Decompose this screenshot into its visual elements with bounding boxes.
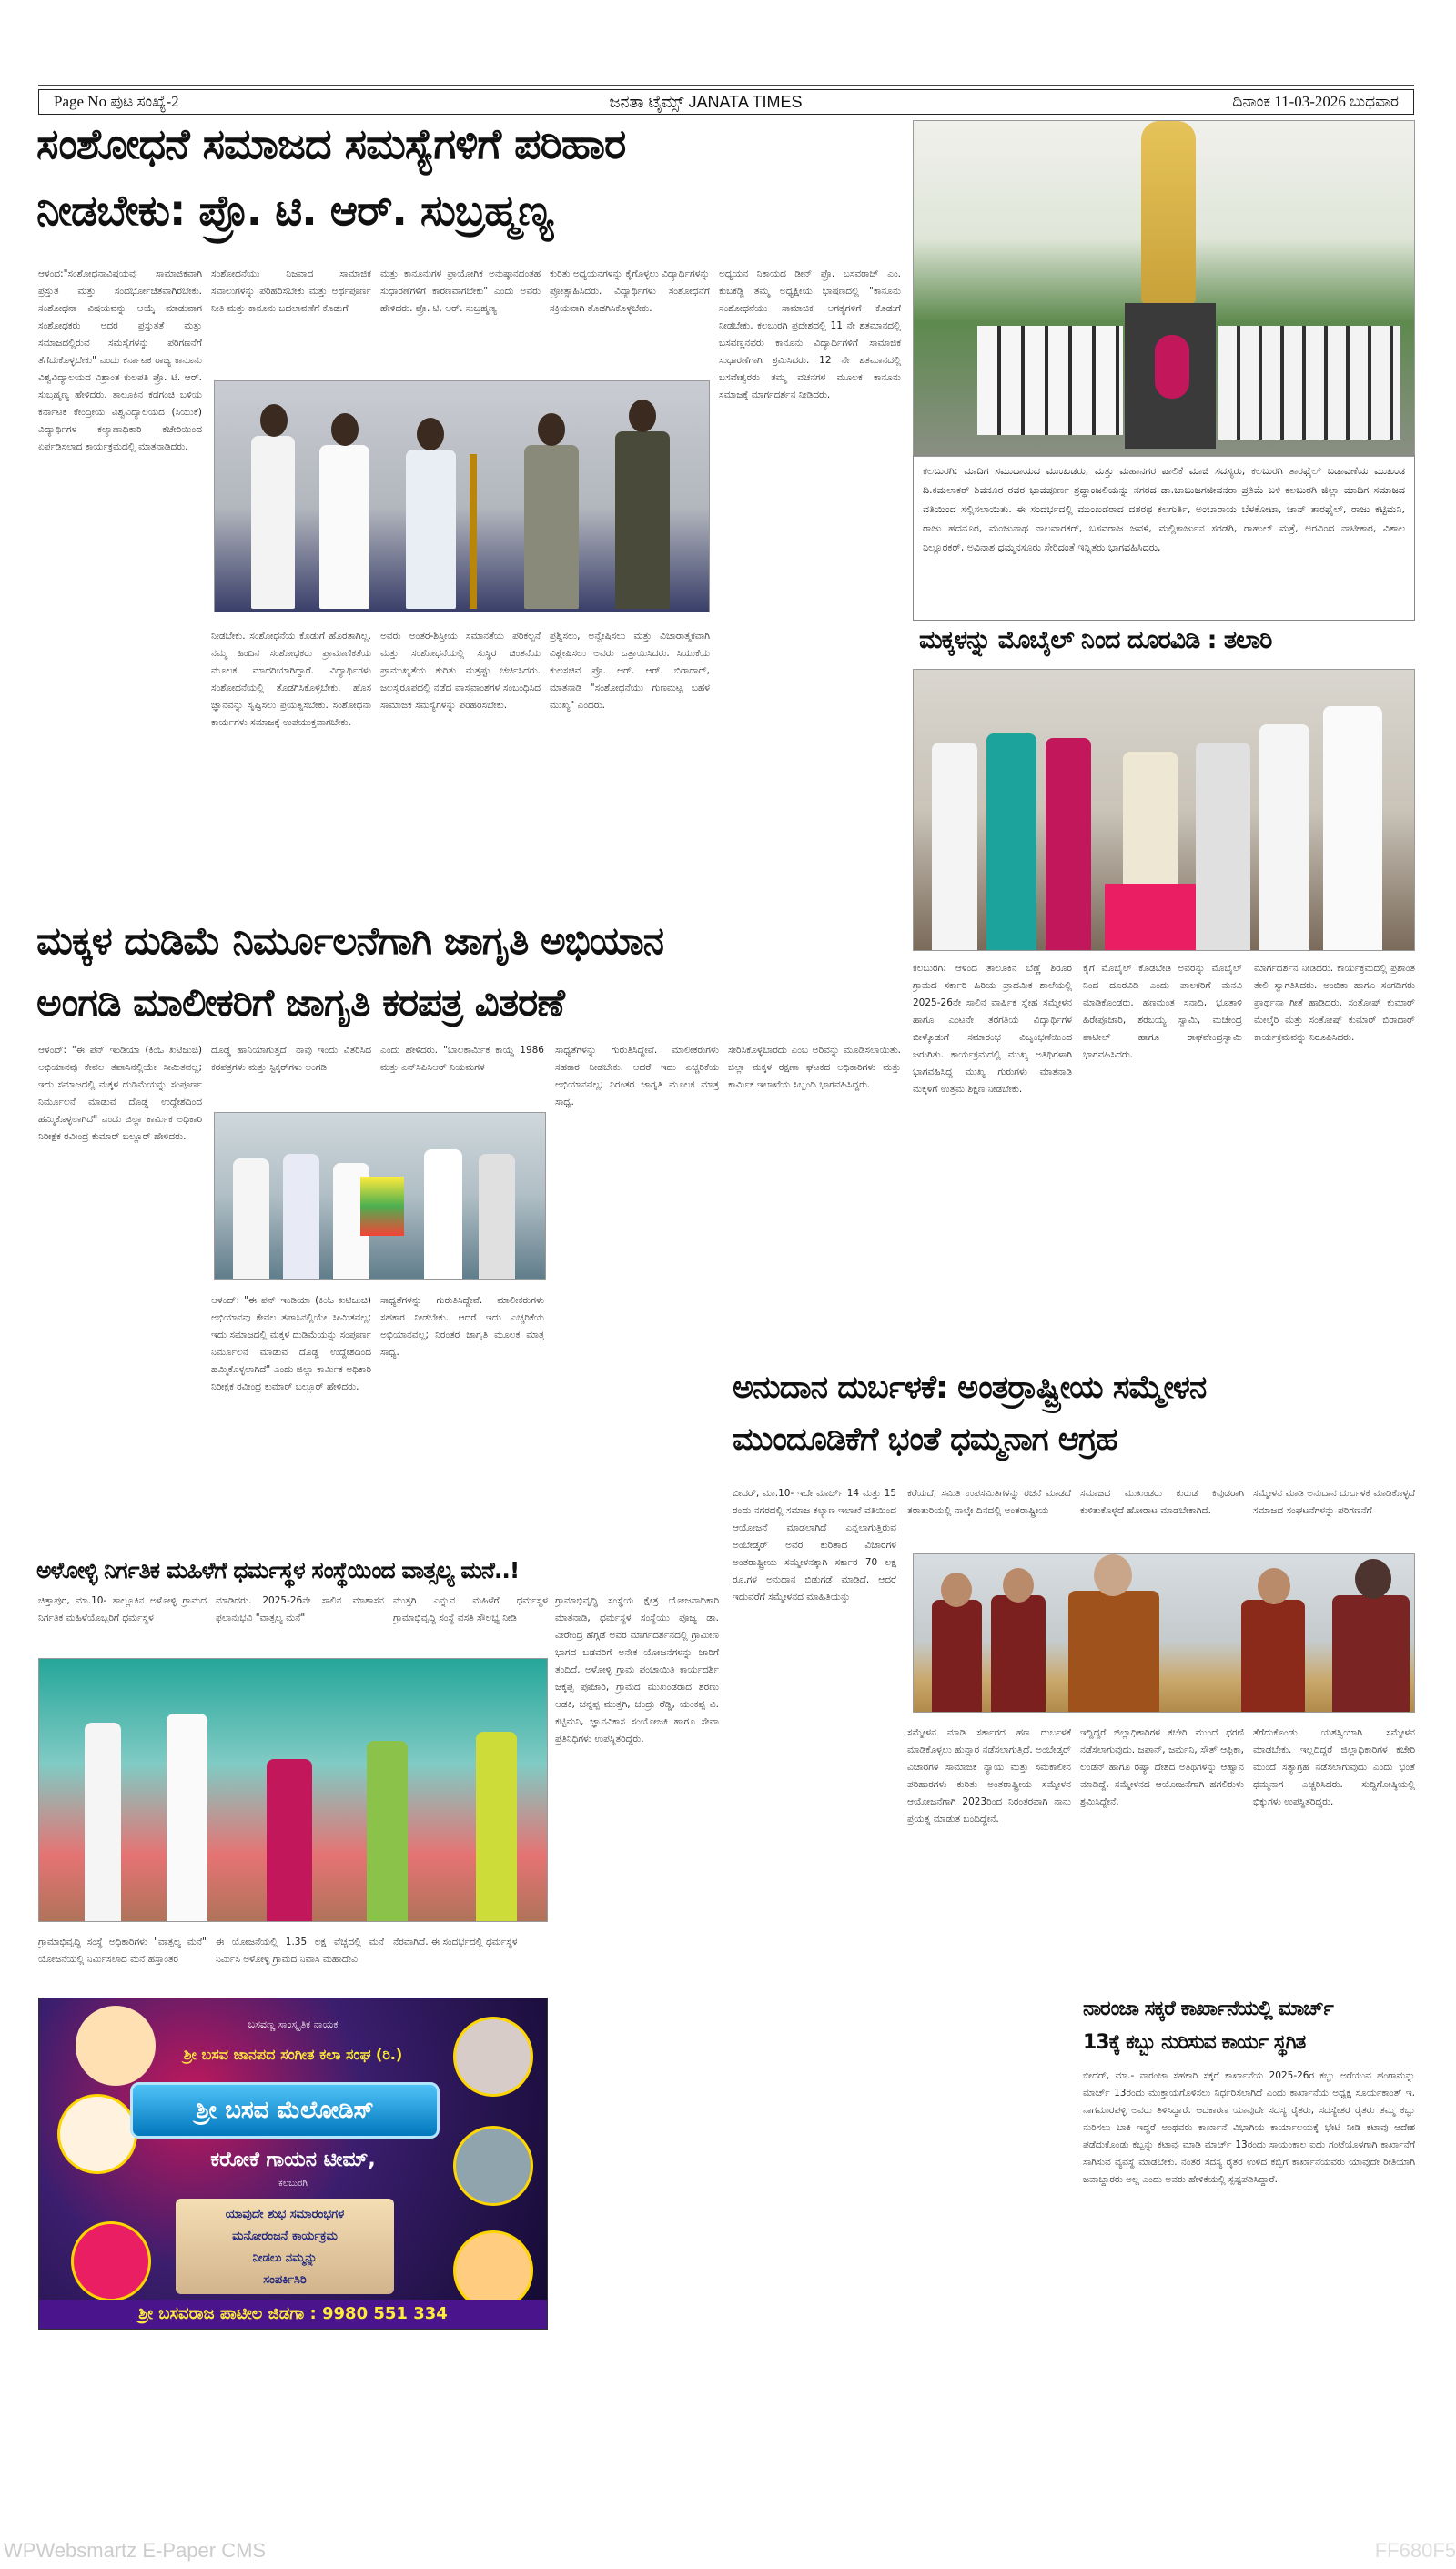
child-labour-headline-1: ಮಕ್ಕಳ ದುಡಿಮೆ ನಿರ್ಮೂಲನೆಗಾಗಿ ಜಾಗೃತಿ ಅಭಿಯಾನ xyxy=(36,918,664,963)
dharmasthala-right-col: ಗ್ರಾಮಾಭಿವೃದ್ಧಿ ಸಂಸ್ಥೆಯ ಕ್ಷೇತ್ರ ಯೋಜನಾಧಿಕಾರಿ ಮಾತನಾಡಿ, ಧರ್ಮಸ್ಥಳ ಸಂಸ್ಥೆಯು ಪೂಜ್ಯ ಡಾ. ವೀರೇಂದ್ರ ಹೆಗ್ಗಡೆ ಅವರ ಮಾರ್ಗದರ್ಶನದಲ್ಲಿ ಗ್ರಾಮೀಣ ಭಾಗದ ಬಡವರಿಗೆ ಅನೇಕ ಯೋಜನೆಗಳನ್ನು ಜಾರಿಗೆ ತಂದಿದೆ. ಅಳೋಳ್ಳಿ ಗ್ರಾಮ ಪಂಚಾಯಿತಿ ಕಾರ್ಯದರ್ಶಿ ಜಕ್ಕಪ್ಪ ಪೂಜಾರಿ, ಗ್ರಾಮದ ಮುಖಂಡರಾದ ಶರಣು ಆಡಕಿ, ಚನ್ನಪ್ಪ ಮುತ್ತಗಿ, ಚಂದ್ರು ರೆಡ್ಡಿ, ಯಂಕಪ್ಪ ವಿ. ಕಟ್ಟಿಮನಿ, ಜ್ಞಾನವಿಕಾಸ ಸಂಯೋಜಕಿ ಹಾಗೂ ಸೇವಾ ಪ್ರತಿನಿಧಿಗಳು ಉಪಸ್ಥಿತರಿದ್ದರು. xyxy=(555,1595,719,1745)
child-labour-col-3: ಎಂದು ಹೇಳಿದರು. "ಬಾಲಕಾರ್ಮಿಕ ಕಾಯ್ದೆ 1986 ಮತ್ತು ಎನ್‌ಸಿಪಿಸಿಆರ್ ನಿಯಮಗಳ xyxy=(380,1045,544,1073)
ad-portrait-basavanna xyxy=(76,2006,156,2086)
research-headline-1: ಸಂಶೋಧನೆ ಸಮಾಜದ ಸಮಸ್ಯೆಗಳಿಗೆ ಪರಿಹಾರ xyxy=(36,119,626,168)
cms-watermark: WPWebsmartz E-Paper CMS xyxy=(4,2539,267,2562)
ad-organization: ಶ್ರೀ ಬಸವ ಜಾನಪದ ಸಂಗೀತ ಕಲಾ ಸಂಘ (ರಿ.) xyxy=(183,2046,403,2063)
research-col-5: ಅಧ್ಯಯನ ನಿಕಾಯದ ಡೀನ್ ಪ್ರೊ. ಬಸವರಾಜ್ ಎಂ. ಕುಬಕಡ್ಡಿ ತಮ್ಮ ಅಧ್ಯಕ್ಷೀಯ ಭಾಷಣದಲ್ಲಿ "ಕಾನೂನು ಸಂಶೋಧನೆಯು ಸಾಮಾಜಿಕ ಅಗತ್ಯಗಳಿಗೆ ಕೊಡುಗೆ ನೀಡಬೇಕು. ಕಲಬುರಗಿ ಪ್ರದೇಶದಲ್ಲಿ 11 ನೇ ಶತಮಾನದಲ್ಲಿ ಬಸವಣ್ಣನವರು ಕಾನೂನು ವಿದ್ಯಾರ್ಥಿಗಳಿಗೆ ಸಾಮಾಜಿಕ ಸುಧಾರಣೆಗಾಗಿ ಶ್ರಮಿಸಿದರು. 12 ನೇ ಶತಮಾನದಲ್ಲಿ ಬಸವೇಶ್ವರರು ತಮ್ಮ ವಚನಗಳ ಮೂಲಕ ಕಾನೂನು ಸಮಾಜಕ್ಕೆ ಮಾರ್ಗದರ್ಶನ ನೀಡಿದರು. xyxy=(719,268,901,400)
research-col-3: ಮತ್ತು ಕಾನೂನುಗಳ ಪ್ರಾಯೋಗಿಕ ಅನುಷ್ಠಾನದಂತಹ ಸುಧಾರಣೆಗಳಿಗೆ ಕಾರಣವಾಗಬೇಕು" ಎಂದು ಅವರು ಹೇಳಿದರು. ಪ್ರೊ. ಟಿ. ಆರ್. ಸುಬ್ರಹ್ಮಣ್ಯ xyxy=(380,268,541,314)
ad-city: ಕಲಬುರಗಿ xyxy=(278,2179,308,2189)
dharmasthala-lower-col-3: ನೆರವಾಗಿದೆ. ಈ ಸಂದರ್ಭದಲ್ಲಿ ಧರ್ಮಸ್ಥಳ xyxy=(393,1937,518,1947)
dharmasthala-col-2: ಮಾಡಿದರು. 2025-26ನೇ ಸಾಲಿನ ಮಾಶಾಸನ ಫಲಾನುಭವಿ "ವಾತ್ಸಲ್ಯ ಮನೆ" xyxy=(216,1595,384,1623)
conference-col-2: ಕರೆಯದೆ, ಸಮಿತಿ ಉಪಸಮಿತಿಗಳನ್ನು ರಚನೆ ಮಾಡದೆ ತರಾತುರಿಯಲ್ಲಿ ನಾಲ್ಕೇ ದಿನದಲ್ಲಿ ಅಂತರಾಷ್ಟ್ರೀಯ xyxy=(907,1488,1071,1516)
dharmasthala-col-1: ಚಿತ್ತಾಪುರ, ಮಾ.10- ತಾಲ್ಲೂಕಿನ ಅಳೋಳ್ಳಿ ಗ್ರಾಮದ ನಿರ್ಗತಿಕ ಮಹಿಳೆಯೊಬ್ಬರಿಗೆ ಧರ್ಮಸ್ಥಳ xyxy=(38,1595,207,1623)
child-labour-col-5: ಸೇರಿಸಿಕೊಳ್ಳಬಾರದು ಎಂಬ ಅರಿವನ್ನು ಮೂಡಿಸಲಾಯಿತು. ಜಿಲ್ಲಾ ಮಕ್ಕಳ ರಕ್ಷಣಾ ಘಟಕದ ಅಧಿಕಾರಿಗಳು ಮತ್ತು ಕಾರ್ಮಿಕ ಇಲಾಖೆಯ ಸಿಬ್ಬಂದಿ ಭಾಗವಹಿಸಿದ್ದರು. xyxy=(728,1045,901,1090)
conference-photo xyxy=(913,1553,1415,1713)
ad-tagline: ಬಸವಣ್ಣ ಸಾಂಸ್ಕೃತಿಕ ನಾಯಕ xyxy=(248,2018,339,2030)
child-labour-col-4: ಸಾಧ್ಯತೆಗಳನ್ನು ಗುರುತಿಸಿದ್ದೇವೆ. ಮಾಲೀಕರುಗಳು ಸಹಕಾರ ನೀಡಬೇಕು. ಆದರೆ ಇದು ಎಚ್ಚರಿಕೆಯ ಅಭಿಯಾನವಲ್ಲ; ನಿರಂತರ ಜಾಗೃತಿ ಮೂಲಕ ಮಾತ್ರ ಸಾಧ್ಯ. xyxy=(555,1045,719,1108)
research-photo xyxy=(214,380,710,612)
child-labour-col-2: ದೊಡ್ಡ ಹಾನಿಯಾಗುತ್ತದೆ. ನಾವು ಇಂದು ವಿತರಿಸಿದ ಕರಪತ್ರಗಳು ಮತ್ತು ಸ್ಟಿಕ್ಕರ್‌ಗಳು ಅಂಗಡಿ xyxy=(211,1045,371,1073)
research-col-1: ಆಳಂದ:"ಸಂಶೋಧನಾವಿಷಯವು ಸಾಮಾಜಿಕವಾಗಿ ಪ್ರಸ್ತುತ ಮತ್ತು ಸಂದರ್ಭೋಚಿತವಾಗಿರಬೇಕು. ಸಂಶೋಧನಾ ವಿಷಯವನ್ನು ಆಯ್ಕೆ ಮಾಡುವಾಗ ಸಂಶೋಧಕರು ಅದರ ಪ್ರಸ್ತುತತೆ ಮತ್ತು ಸಮಾಜದಲ್ಲಿರುವ ಸಮಸ್ಯೆಗಳನ್ನು ಪರಿಗಣನೆಗೆ ತೆಗೆದುಕೊಳ್ಳಬೇಕು" ಎಂದು ಕರ್ನಾಟಕ ರಾಜ್ಯ ಕಾನೂನು ವಿಶ್ವವಿದ್ಯಾಲಯದ ವಿಶ್ರಾಂತ ಕುಲಪತಿ ಪ್ರೊ. ಟಿ. ಆರ್. ಸುಬ್ರಹ್ಮಣ್ಯ ಹೇಳಿದರು. ತಾಲೂಕಿನ ಕಡಗಂಚಿ ಬಳಿಯ ಕರ್ನಾಟಕ ಕೇಂದ್ರೀಯ ವಿಶ್ವವಿದ್ಯಾಲಯದ (ಸಿಯುಕೆ) ವಿದ್ಯಾರ್ಥಿಗಳ ಕಲ್ಯಾಣಾಧಿಕಾರಿ ಕಚೇರಿಯಿಂದ ಏರ್ಪಡಿಸಲಾದ ಕಾರ್ಯಕ್ರಮದಲ್ಲಿ ಮಾತನಾಡಿದರು. xyxy=(38,268,202,452)
research-lower-col-2: ಅವರು ಅಂತರ-ಶಿಸ್ತೀಯ ಸಮಾನತೆಯ ಪರಿಕಲ್ಪನೆ ಮತ್ತು ಸಂಶೋಧನೆಯಲ್ಲಿ ಸುಸ್ಥಿರ ಚಿಂತನೆಯ ಪ್ರಾಮುಖ್ಯತೆಯ ಕುರಿತು ಮತ್ತಷ್ಟು ಚರ್ಚಿಸಿದರು. ಜಲಸ್ವರೂಪದಲ್ಲಿ ನಡೆದ ವಾಸ್ತವಾಂಶಗಳ ಸಂಬಂಧಿಸಿದ ಸಾಮಾಜಿಕ ಸಮಸ್ಯೆಗಳನ್ನು ಪರಿಹರಿಸಬೇಕು. xyxy=(380,631,541,711)
karaoke-advertisement xyxy=(38,1998,548,2330)
ad-board-line-4: ಸಂಪರ್ಕಿಸಿರಿ xyxy=(263,2273,307,2287)
sugar-body: ಬೀದರ್, ಮಾ.- ನಾರಂಜಾ ಸಹಕಾರಿ ಸಕ್ಕರೆ ಕಾರ್ಖಾನೆಯ 2025-26ರ ಕಬ್ಬು ಅರೆಯುವ ಹಂಗಾಮನ್ನು ಮಾರ್ಚ್ 13ರಂದು ಮುಕ್ತಾಯಗೊಳಿಸಲು ನಿರ್ಧರಿಸಲಾಗಿದೆ ಎಂದು ಕಾರ್ಖಾನೆಯ ಅಧ್ಯಕ್ಷ ಸೂರ್ಯಕಾಂತ್ ಇ. ನಾಗಮಾರಪಳ್ಳಿ ಅವರು ತಿಳಿಸಿದ್ದಾರೆ. ಆದಕಾರಣ ಯಾವುದೇ ಸದಸ್ಯ ರೈತರು, ಸದಸ್ಯೇತರ ರೈತರು ತಮ್ಮ ಕಬ್ಬು ನುರಿಸಲು ಬಾಕಿ ಇದ್ದರೆ ಅಂಥವರು ಕಾರ್ಖಾನೆ ವಿಭಾಗಿಯ ಕಾರ್ಯಾಲಯಕ್ಕೆ ಭೇಟಿ ನೀಡಿ ಕಟಾವು ಆದೇಶ ಪಡೆದುಕೊಂಡು ಕಬ್ಬನ್ನು ಕಟಾವು ಮಾಡಿ ಮಾರ್ಚ್ 13ರಂದು ಸಾಯಂಕಾಲ ಐದು ಗಂಟೆಯೊಳಗಾಗಿ ಕಾರ್ಖಾನೆಗೆ ಸಾಗಿಸುವ ವ್ಯವಸ್ಥೆ ಮಾಡಬೇಕು. ನಂತರ ಸದಸ್ಯ ರೈತರ ಉಳಿದ ಕಬ್ಬಿಗೆ ಕಾರ್ಖಾನೆಯವರು ಯಾವುದೇ ರೀತಿಯಾಗಿ ಜವಾಬ್ದಾರರು ಅಲ್ಲ ಎಂದು ಅವರು ಹೇಳಿಕೆಯಲ್ಲಿ ಸ್ಪಷ್ಟಪಡಿಸಿದ್ದಾರೆ. xyxy=(1083,2070,1415,2185)
child-labour-headline-2: ಅಂಗಡಿ ಮಾಲೀಕರಿಗೆ ಜಾಗೃತಿ ಕರಪತ್ರ ವಿತರಣೆ xyxy=(36,980,564,1025)
dharmasthala-lower-col-2: ಈ ಯೋಜನೆಯಲ್ಲಿ 1.35 ಲಕ್ಷ ವೆಚ್ಚದಲ್ಲಿ ಮನೆ ನಿರ್ಮಿಸಿ ಅಳೋಳ್ಳಿ ಗ್ರಾಮದ ನಿವಾಸಿ ಮಹಾದೇವಿ xyxy=(216,1937,384,1965)
dharmasthala-headline: ಅಳೋಳ್ಳಿ ನಿರ್ಗತಿಕ ಮಹಿಳೆಗೆ ಧರ್ಮಸ್ಥಳ ಸಂಸ್ಥೆಯಿಂದ ವಾತ್ಸಲ್ಯ ಮನೆ..! xyxy=(36,1557,520,1583)
ad-portrait-singer-3 xyxy=(453,2230,533,2311)
ad-board-line-3: ನೀಡಲು ನಮ್ಮನ್ನು xyxy=(252,2251,318,2265)
mobile-photo xyxy=(913,669,1415,951)
research-lower-col-3: ಪ್ರಶ್ನಿಸಲು, ಅನ್ವೇಷಿಸಲು ಮತ್ತು ವಿಚಾರಾತ್ಮಕವಾಗಿ ವಿಶ್ಲೇಷಿಸಲು ಅವರು ಒತ್ತಾಯಿಸಿದರು. ಸಿಯುಕೆಯ ಕುಲಸಚಿವ ಪ್ರೊ. ಆರ್. ಆರ್. ಬಿರಾದಾರ್, ಮಾತನಾಡಿ "ಸಂಶೋಧನೆಯು ಗುಣಮಟ್ಟ ಬಹಳ ಮುಖ್ಯ" ಎಂದರು. xyxy=(550,631,710,711)
paper-name: ಜನತಾ ಟೈಮ್ಸ್ JANATA TIMES xyxy=(609,92,803,111)
ad-portrait-singer-1 xyxy=(453,2017,533,2097)
child-labour-lower-col-3: ಸಾಧ್ಯತೆಗಳನ್ನು ಗುರುತಿಸಿದ್ದೇವೆ. ಮಾಲೀಕರುಗಳು ಸಹಕಾರ ನೀಡಬೇಕು. ಆದರೆ ಇದು ಎಚ್ಚರಿಕೆಯ ಅಭಿಯಾನವಲ್ಲ; ನಿರಂತರ ಜಾಗೃತಿ ಮೂಲಕ ಮಾತ್ರ ಸಾಧ್ಯ. xyxy=(380,1295,544,1358)
issue-date: ದಿನಾಂಕ 11-03-2026 ಬುಧವಾರ xyxy=(1232,93,1399,110)
top-rule xyxy=(38,85,1414,86)
tribute-photo xyxy=(913,120,1415,457)
conference-col-1: ಬೀದರ್, ಮಾ.10- ಇದೇ ಮಾರ್ಚ್ 14 ಮತ್ತು 15 ರಂದು ನಗರದಲ್ಲಿ ಸಮಾಜ ಕಲ್ಯಾಣ ಇಲಾಖೆ ವತಿಯಿಂದ ಆಯೋಜನೆ ಮಾಡಲಾಗಿದೆ ಎನ್ನಲಾಗುತ್ತಿರುವ ಅಂಬೇಡ್ಕರ್ ಅವರ ಕುರಿತಾದ ವಿಚಾರಗಳ ಅಂತರಾಷ್ಟ್ರೀಯ ಸಮ್ಮೇಳನಕ್ಕಾಗಿ ಸರ್ಕಾರ 70 ಲಕ್ಷ ರೂ.ಗಳ ಅನುದಾನ ಬಿಡುಗಡೆ ಮಾಡಿದೆ. ಆದರೆ ಇದುವರೆಗೆ ಸಮ್ಮೇಳನದ ಮಾಹಿತಿಯನ್ನು xyxy=(733,1488,896,1603)
dharmasthala-lower-col-1: ಗ್ರಾಮಾಭಿವೃದ್ಧಿ ಸಂಸ್ಥೆ ಅಧಿಕಾರಿಗಳು "ವಾತ್ಸಲ್ಯ ಮನೆ" ಯೋಜನೆಯಲ್ಲಿ ನಿರ್ಮಿಸಲಾದ ಮನೆ ಹಸ್ತಾಂತರ xyxy=(38,1937,207,1965)
research-col-4: ಕುರಿತು ಅಧ್ಯಯನಗಳನ್ನು ಕೈಗೊಳ್ಳಲು ವಿದ್ಯಾರ್ಥಿಗಳನ್ನು ಪ್ರೋತ್ಸಾಹಿಸಿದರು. ವಿದ್ಯಾರ್ಥಿಗಳು ಸಂಶೋಧನೆಗೆ ಸಕ್ರಿಯವಾಗಿ ತೊಡಗಿಸಿಕೊಳ್ಳಬೇಕು. xyxy=(550,268,710,314)
ad-board-line-1: ಯಾವುದೇ ಶುಭ ಸಮಾರಂಭಗಳ xyxy=(225,2208,345,2221)
mobile-col-1: ಕಲಬುರಗಿ: ಆಳಂದ ತಾಲೂಕಿನ ಬೆಣ್ಣೆ ಶಿರೂರ ಗ್ರಾಮದ ಸರ್ಕಾರಿ ಹಿರಿಯ ಪ್ರಾಥಮಿಕ ಶಾಲೆಯಲ್ಲಿ 2025-26ನೇ ಸಾಲಿನ ವಾರ್ಷಿಕ ಸ್ನೇಹ ಸಮ್ಮೇಳನ ಹಾಗೂ ಎಂಟನೇ ತರಗತಿಯ ವಿದ್ಯಾರ್ಥಿಗಳ ಬೀಳ್ಕೊಡುಗೆ ಸಮಾರಂಭ ವಿಜೃಂಭಣೆಯಿಂದ ಜರುಗಿತು. ಕಾರ್ಯಕ್ರಮದಲ್ಲಿ ಮುಖ್ಯ ಅತಿಥಿಗಳಾಗಿ ಭಾಗವಹಿಸಿದ್ದ ಮುಖ್ಯ ಗುರುಗಳು ಮಾತನಾಡಿ ಮಕ್ಕಳಿಗೆ ಉತ್ತಮ ಶಿಕ್ಷಣ ನೀಡಬೇಕು. xyxy=(913,963,1072,1095)
conference-col-4: ಸಮ್ಮೇಳನ ಮಾಡಿ ಅನುದಾನ ದುರ್ಬಳಕೆ ಮಾಡಿಕೊಳ್ಳದೆ ಸಮಾಜದ ಸಂಘಟನೆಗಳನ್ನು ಪರಿಗಣನೆಗೆ xyxy=(1253,1488,1415,1516)
research-lower-col-1: ನೀಡಬೇಕು. ಸಂಶೋಧನೆಯ ಕೊಡುಗೆ ಹೊರತಾಗಿಲ್ಲ. ನಮ್ಮ ಹಿಂದಿನ ಸಂಶೋಧಕರು ಪ್ರಾಮಾಣಿಕತೆಯ ಮೂಲಕ ಮಾದರಿಯಾಗಿದ್ದಾರೆ. ವಿದ್ಯಾರ್ಥಿಗಳು ಸಂಶೋಧನೆಯಲ್ಲಿ ತೊಡಗಿಸಿಕೊಳ್ಳಬೇಕು. ಹೊಸ ಜ್ಞಾನವನ್ನು ಸೃಷ್ಟಿಸಲು ಪ್ರಯತ್ನಿಸಬೇಕು. ಸಂಶೋಧನಾ ಕಾರ್ಯಗಳು ಸಮಾಜಕ್ಕೆ ಉಪಯುಕ್ತವಾಗಬೇಕು. xyxy=(211,631,371,728)
masthead xyxy=(38,89,1414,115)
dharmasthala-photo xyxy=(38,1658,548,1922)
ad-portrait-organizer xyxy=(71,2221,151,2301)
mobile-col-2: ಕೈಗೆ ಮೊಬೈಲ್ ಕೊಡಬೇಡಿ ಅವರನ್ನು ಮೊಬೈಲ್ ನಿಂದ ದೂರವಿಡಿ ಎಂದು ಪಾಲಕರಿಗೆ ಮನವಿ ಮಾಡಿಕೊಂಡರು. ಹಣಮಂತ ಸನಾದಿ, ಭೂತಾಳಿ ಹಿರೇಪೂಜಾರಿ, ಶರಬಯ್ಯ ಸ್ವಾಮಿ, ಮಚೇಂದ್ರ ಪಾಟೀಲ್ ಹಾಗೂ ರಾಘವೇಂದ್ರಸ್ವಾಮಿ ಭಾಗವಹಿಸಿದರು. xyxy=(1083,963,1242,1060)
conference-headline-2: ಮುಂದೂಡಿಕೆಗೆ ಭಂತೆ ಧಮ್ಮನಾಗ ಆಗ್ರಹ xyxy=(733,1421,1117,1458)
sugar-headline-1: ನಾರಂಜಾ ಸಕ್ಕರೆ ಕಾರ್ಖಾನೆಯಲ್ಲಿ ಮಾರ್ಚ್ xyxy=(1083,1998,1333,2020)
mobile-headline: ಮಕ್ಕಳನ್ನು ಮೊಬೈಲ್ ನಿಂದ ದೂರವಿಡಿ : ತಲಾರಿ xyxy=(919,626,1272,654)
conference-col-3: ಸಮಾಜದ ಮುಖಂಡರು ಕುರುಡ ಕಿವುಡರಾಗಿ ಕುಳಿತುಕೊಳ್ಳದೆ ಹೋರಾಟ ಮಾಡಬೇಕಾಗಿದೆ. xyxy=(1080,1488,1244,1516)
research-col-2: ಸಂಶೋಧನೆಯು ನಿಜವಾದ ಸಾಮಾಜಿಕ ಸವಾಲುಗಳನ್ನು ಪರಿಹರಿಸಬೇಕು ಮತ್ತು ಅರ್ಥಪೂರ್ಣ ನೀತಿ ಮತ್ತು ಕಾನೂನು ಬದಲಾವಣೆಗೆ ಕೊಡುಗೆ xyxy=(211,268,371,314)
ad-title: ಶ್ರೀ ಬಸವ ಮೆಲೋಡಿಸ್ xyxy=(130,2082,440,2139)
dharmasthala-col-3: ಮುತ್ತಗಿ ಎನ್ನುವ ಮಹಿಳೆಗೆ ಧರ್ಮಸ್ಥಳ ಗ್ರಾಮಾಭಿವೃದ್ಧಿ ಸಂಸ್ಥೆ ವಸತಿ ಸೌಲಭ್ಯ ನೀಡಿ xyxy=(393,1595,548,1623)
child-labour-col-1: ಆಳಂದ್: "ಈ ಪನ್ ಇಂಡಿಯಾ (ಕಿಂಓ ಖಟಿಜುಚಿ) ಅಭಿಯಾನವು ಕೇವಲ ತಪಾಸಿನಲ್ಲಿಯೇ ಸೀಮಿತವಲ್ಲ; ಇದು ಸಮಾಜದಲ್ಲಿ ಮಕ್ಕಳ ದುಡಿಮೆಯನ್ನು ಸಂಪೂರ್ಣ ನಿರ್ಮೂಲನೆ ಮಾಡುವ ದೊಡ್ಡ ಉದ್ದೇಶದಿಂದ ಹಮ್ಮಿಕೊಳ್ಳಲಾಗಿದೆ" ಎಂದು ಜಿಲ್ಲಾ ಕಾರ್ಮಿಕ ಅಧಿಕಾರಿ ನಿರೀಕ್ಷಕ ರವೀಂದ್ರ ಕುಮಾರ್ ಬಲ್ಲೂರ್ ಹೇಳಿದರು. xyxy=(38,1045,202,1142)
page-code: FF680F5 xyxy=(1374,2539,1456,2562)
mobile-col-3: ಮಾರ್ಗದರ್ಶನ ನೀಡಿದರು. ಕಾರ್ಯಕ್ರಮದಲ್ಲಿ ಪ್ರಶಾಂತ ತೇಲಿ ಸ್ವಾಗತಿಸಿದರು. ಅಂಬಿಕಾ ಹಾಗೂ ಸಂಗಡಿಗರು ಪ್ರಾರ್ಥನಾ ಗೀತೆ ಹಾಡಿದರು. ಸಂತೋಷ್ ಕುಮಾರ್ ಮೇಲ್ಕೆರಿ ಮತ್ತು ಸಂತೋಷ್ ಕುಮಾರ್ ಬಿರಾದಾರ್ ಕಾರ್ಯಕ್ರಮವನ್ನು ನಿರೂಪಿಸಿದರು. xyxy=(1254,963,1415,1043)
tribute-caption: ಕಲಬುರಗಿ: ಮಾದಿಗ ಸಮುದಾಯದ ಮುಂಖಡರು, ಮತ್ತು ಮಹಾನಗರ ಪಾಲಿಕೆ ಮಾಜಿ ಸದಸ್ಯರು, ಕಲಬುರಗಿ ತಾರಫೈಲ್ ಬಡಾವಣೆಯ ಮುಖಂಡ ದಿ.ಕಮಲಾಕರ್ ಶಿವನೂರ ರವರ ಭಾವಪೂರ್ಣ ಶ್ರದ್ಧಾಂಜಲಿಯನ್ನು ನಗರದ ಡಾ.ಬಾಬುಜಗಜೀವನರಾ ಪ್ರತಿಮೆ ಬಳಿ ಕಲಬುರಗಿ ಜಿಲ್ಲಾ ಮಾದಿಗ ಸಮಾಜದ ವತಿಯಿಂದ ಸಲ್ಲಿಸಲಾಯಿತು. ಈ ಸಂದರ್ಭದಲ್ಲಿ ಮುಂಖಡರಾದ ದಶರಥ ಕಲಗುರ್ತಿ, ಅಂಬಾರಾಯ ಬೆಳಕೋಟಾ, ಜಾನ್ ತಾರಫೈಲ್, ರಾಜು ಕಟ್ಟಿಮನಿ, ರಾಜು ಹದನೂರ, ಮಂಜುನಾಥ ನಾಲವಾರಕರ್, ಬಸವರಾಜ ಜವಳಿ, ಮಲ್ಲಿಕಾರ್ಜುನ ಸರಡಗಿ, ರಾಹುಲ್ ಮತ್ರೆ, ಅರವಿಂದ ನಾಟೀಕಾರ, ವಿಶಾಲ ನಿಲ್ಲೂರಕರ್, ಅವಿನಾಶ ಧಮ್ಮನಸೂರು ಸೇರಿದಂತೆ ಇನ್ನಿತರು ಭಾಗವಹಿಸಿದರು, xyxy=(913,455,1415,621)
ad-board-line-2: ಮನೋರಂಜನೆ ಕಾರ್ಯಕ್ರಮ xyxy=(232,2230,338,2243)
ad-message-board xyxy=(176,2199,394,2294)
conference-lower-col-2: ಇದ್ದಿದ್ದರೆ ಜಿಲ್ಲಾಧಿಕಾರಿಗಳ ಕಚೇರಿ ಮುಂದೆ ಧರಣಿ ನಡೆಸಲಾಗುವುದು. ಜಪಾನ್, ಜರ್ಮನಿ, ಸೌತ್ ಆಫ್ರಿಕಾ, ಲಂಡನ್ ಹಾಗೂ ರಷ್ಯಾ ದೇಶದ ಅತಿಥಿಗಳನ್ನು ಆಹ್ವಾನ ಮಾಡಿದ್ದೆ. ಸಮ್ಮೇಳನದ ಆಯೋಜನೆಗಾಗಿ ಹಗಲಿರುಳು ಶ್ರಮಿಸಿದ್ದೇನೆ. xyxy=(1080,1727,1244,1807)
child-labour-photo xyxy=(214,1112,546,1280)
conference-lower-col-3: ತೆಗೆದುಕೊಂಡು ಯಶಸ್ವಿಯಾಗಿ ಸಮ್ಮೇಳನ ಮಾಡಬೇಕು. ಇಲ್ಲದಿದ್ದರೆ ಜಿಲ್ಲಾಧಿಕಾರಿಗಳ ಕಚೇರಿ ಮುಂದೆ ಸತ್ಯಾಗ್ರಹ ನಡೆಸಲಾಗುವುದು ಎಂದು ಭಂತೆ ಧಮ್ಮನಾಗ ಎಚ್ಚರಿಸಿದರು. ಸುದ್ದಿಗೋಷ್ಠಿಯಲ್ಲಿ ಭಿಕ್ಕುಗಳು ಉಪಸ್ಥಿತರಿದ್ದರು. xyxy=(1253,1727,1415,1807)
sugar-headline-2: 13ಕ್ಕೆ ಕಬ್ಬು ನುರಿಸುವ ಕಾರ್ಯ ಸ್ಥಗಿತ xyxy=(1083,2031,1306,2054)
page-number: Page No ಪುಟ ಸಂಖ್ಯೆ-2 xyxy=(54,93,179,110)
conference-headline-1: ಅನುದಾನ ದುರ್ಬಳಕೆ: ಅಂತರ್ರಾಷ್ಟ್ರೀಯ ಸಮ್ಮೇಳನ xyxy=(733,1370,1207,1406)
child-labour-lower-col-2: ಆಳಂದ್: "ಈ ಪನ್ ಇಂಡಿಯಾ (ಕಿಂಓ ಖಟಿಜುಚಿ) ಅಭಿಯಾನವು ಕೇವಲ ತಪಾಸಿನಲ್ಲಿಯೇ ಸೀಮಿತವಲ್ಲ; ಇದು ಸಮಾಜದಲ್ಲಿ ಮಕ್ಕಳ ದುಡಿಮೆಯನ್ನು ಸಂಪೂರ್ಣ ನಿರ್ಮೂಲನೆ ಮಾಡುವ ದೊಡ್ಡ ಉದ್ದೇಶದಿಂದ ಹಮ್ಮಿಕೊಳ್ಳಲಾಗಿದೆ" ಎಂದು ಜಿಲ್ಲಾ ಕಾರ್ಮಿಕ ಅಧಿಕಾರಿ ನಿರೀಕ್ಷಕ ರವೀಂದ್ರ ಕುಮಾರ್ ಬಲ್ಲೂರ್ ಹೇಳಿದರು. xyxy=(211,1295,371,1392)
ad-contact: ಶ್ರೀ ಬಸವರಾಜ ಪಾಟೀಲ ಜಿಡಗಾ : 9980 551 334 xyxy=(39,2300,547,2329)
research-headline-2: ನೀಡಬೇಕು: ಪ್ರೊ. ಟಿ. ಆರ್. ಸುಬ್ರಹ್ಮಣ್ಯ xyxy=(36,186,553,235)
conference-lower-col-1: ಸಮ್ಮೇಳನ ಮಾಡಿ ಸರ್ಕಾರದ ಹಣ ದುರ್ಬಳಕೆ ಮಾಡಿಕೊಳ್ಳಲು ಹುನ್ನಾರ ನಡೆಸಲಾಗುತ್ತಿದೆ. ಅಂಬೇಡ್ಕರ್ ವಿಚಾರಗಳ ಸಾಮಾಜಿಕ ನ್ಯಾಯ ಮತ್ತು ಸಮಕಾಲೀನ ಪರಿಹಾರಗಳು ಕುರಿತು ಅಂತರಾಷ್ಟ್ರೀಯ ಸಮ್ಮೇಳನ ಆಯೋಜನೆಗಾಗಿ 2023ರಿಂದ ನಿರಂತರವಾಗಿ ನಾನು ಪ್ರಯತ್ನ ಮಾಡುತ ಬಂದಿದ್ದೇನೆ. xyxy=(907,1727,1071,1825)
ad-subtitle: ಕರೋಕೆ ಗಾಯನ ಟೀಮ್, xyxy=(210,2149,376,2171)
